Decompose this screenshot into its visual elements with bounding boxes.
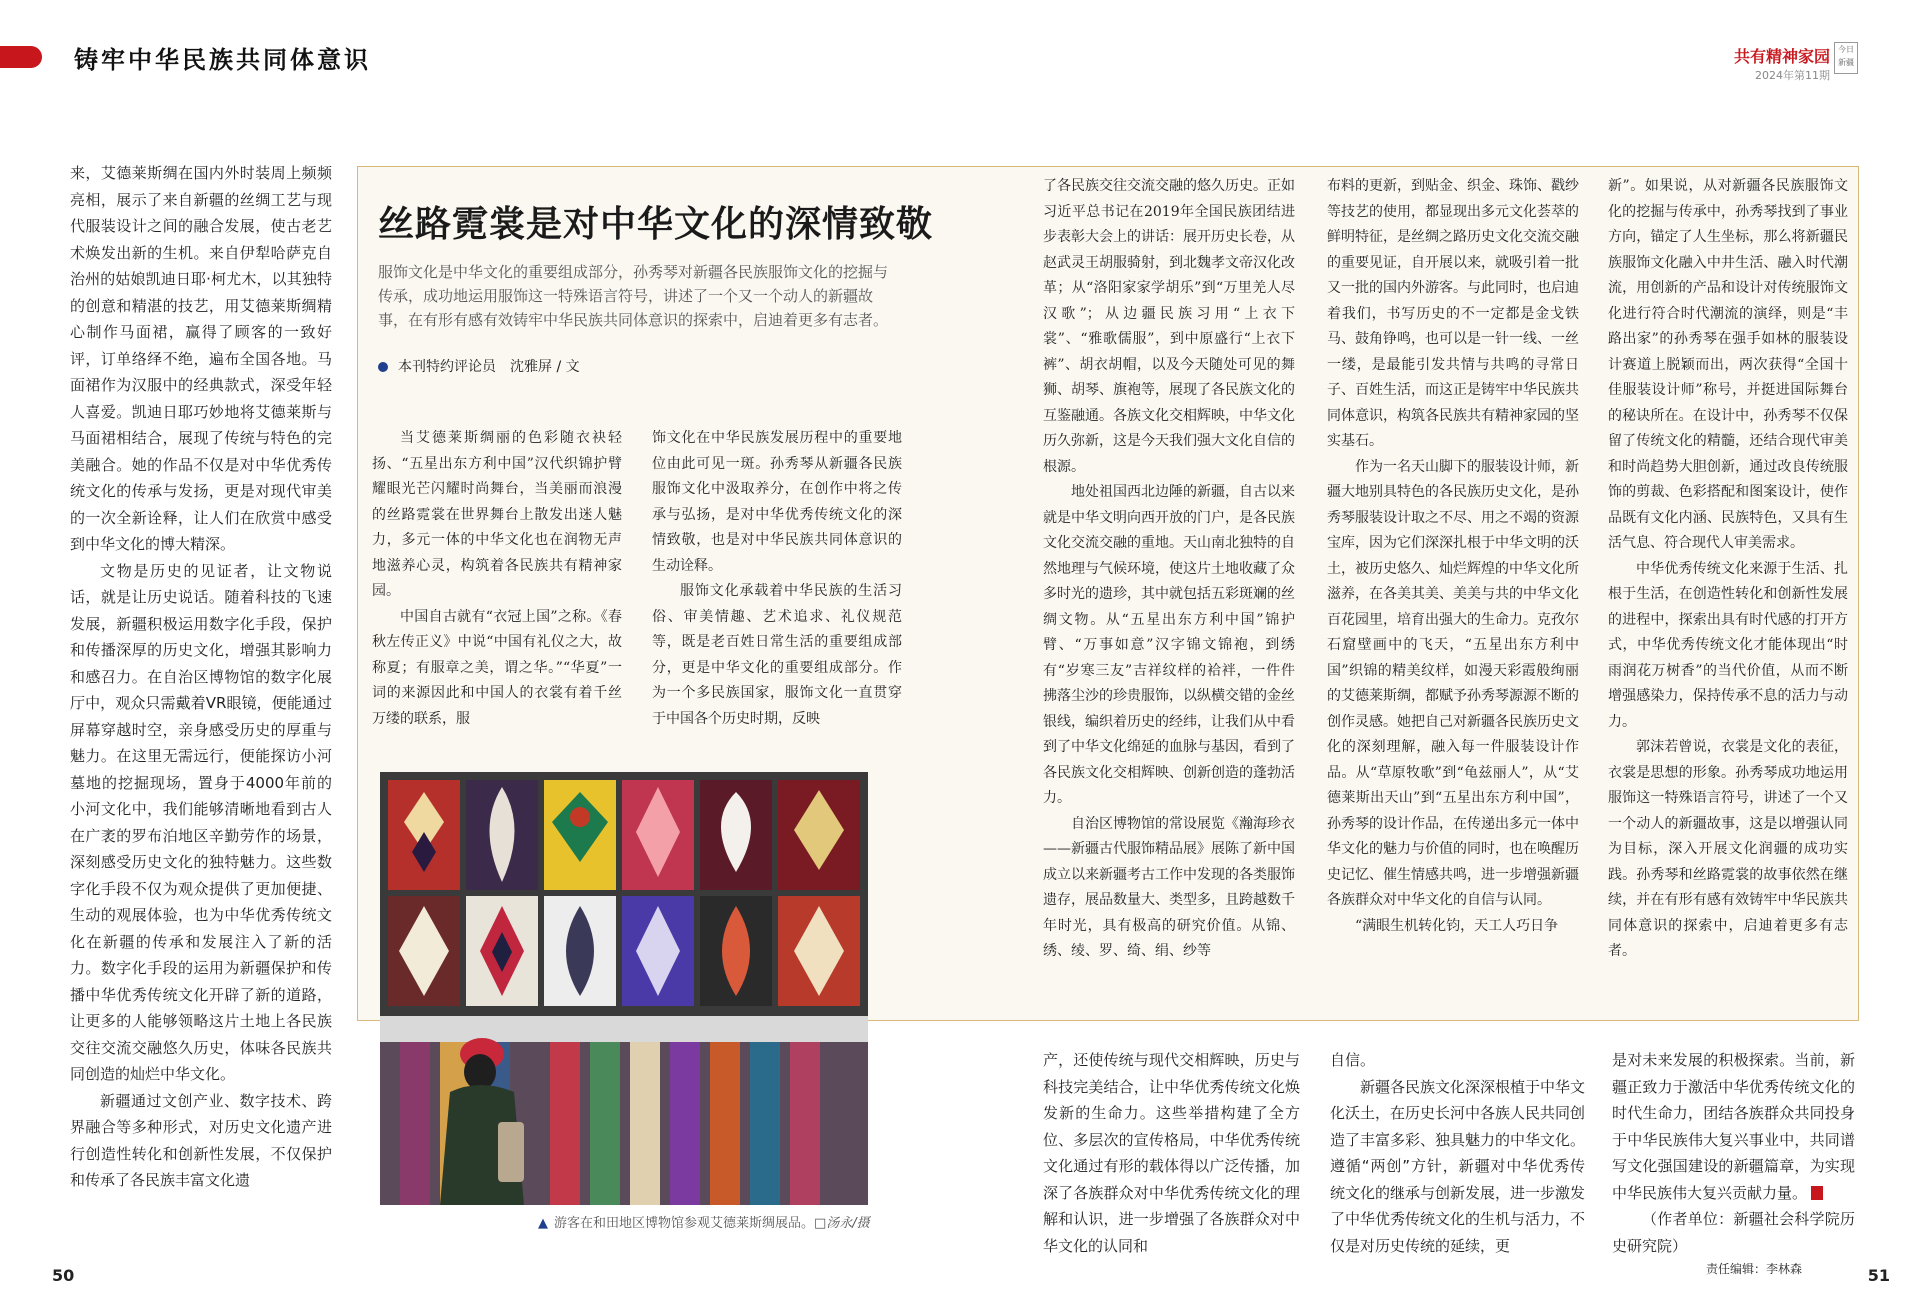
paragraph: 文物是历史的见证者，让文物说话，就是让历史说话。随着科技的飞速发展，新疆积极运用数字化手段，保护和传播深厚的历史文化，增强其影响力和感召力。在自治区博物馆的数字化展厅中，观众只需戴着VR眼镜，便能通过屏幕穿越时空，亲身感受历史的厚重与魅力。在这里无需远行，便能探访小河墓地的挖掘现场，置身于4000年前的小河文化中，我们能够清晰地看到古人在广袤的罗布泊地区辛勤劳作的场景，深刻感受历史文化的独特魅力。这些数字化手段不仅为观众提供了更加便捷、生动的观展体验，也为中华优秀传统文化在新疆的传承和发展注入了新的活力。数字化手段的运用为新疆保护和传播中华优秀传统文化开辟了新的道路，让更多的人能够领略这片土地上各民族交往交流交融悠久历史，体味各民族共同创造的灿烂中华文化。 [70, 561, 332, 1083]
paragraph: 来，艾德莱斯绸在国内外时装周上频频亮相，展示了来自新疆的丝绸工艺与现代服装设计之间的融合发展，使古老艺术焕发出新的生机。来自伊犁哈萨克自治州的姑娘凯迪日耶·柯尤木，以其独特的创意和精湛的技艺，用艾德莱斯绸精心制作马面裙，赢得了顾客的一致好评，订单络绎不绝，遍布全国各地。马面裙作为汉服中的经典款式，深受年轻人喜爱。凯迪日耶巧妙地将艾德莱斯与马面裙相结合，展现了传统与特色的完美融合。她的作品不仅是对中华优秀传统文化的传承与发扬，更是对现代审美的一次全新诠释，让人们在欣赏中感受到中华文化的博大精深。 [70, 164, 332, 553]
author-affiliation: （作者单位：新疆社会科学院历史研究院） [1612, 1210, 1855, 1255]
responsible-editor: 责任编辑：李林森 [1705, 1262, 1802, 1276]
bottom-column-1 [1043, 1047, 1300, 1259]
bottom-column-2 [1330, 1047, 1585, 1259]
magazine-brand [1734, 44, 1830, 83]
caption-triangle-icon: ▲ [538, 1216, 548, 1231]
magazine-badge: 今日新疆 [1834, 42, 1858, 74]
paragraph: 产，还使传统与现代交相辉映，历史与科技完美结合，让中华优秀传统文化焕发新的生命力。这些举措构建了全方位、多层次的宣传格局，中华优秀传统文化通过有形的载体得以广泛传播，加深了各族群众对中华优秀传统文化的理解和认识，进一步增强了各族群众对中华文化的认同和 [1043, 1051, 1300, 1255]
byline-text: 本刊特约评论员 沈雅屏 / 文 [398, 359, 580, 375]
paragraph: 新疆通过文创产业、数字技术、跨界融合等多种形式，对历史文化遗产进行创造性转化和创新性发展，不仅保护和传承了各民族丰富文化遗 [70, 1091, 332, 1189]
byline-dot-icon [378, 362, 388, 372]
paragraph: 饰文化在中华民族发展历程中的重要地位由此可见一斑。孙秀琴从新疆各民族服饰文化中汲取养分，在创作中将之传承与弘扬，是对中华优秀传统文化的深情致敬，也是对中华民族共同体意识的生动诠释。 [652, 430, 902, 574]
paragraph: 中华优秀传统文化来源于生活、扎根于生活，在创造性转化和创新性发展的进程中，探索出具有时代感的打开方式，中华优秀传统文化才能体现出“时雨润花万树香”的当代价值，从而不断增强感染力，保持传承不息的活力与动力。 [1608, 560, 1848, 730]
end-mark-icon [1811, 1186, 1823, 1200]
boxed-column-4 [1327, 174, 1579, 939]
left-text-column [70, 160, 332, 1194]
section-red-tab [0, 46, 42, 68]
paragraph [1612, 1047, 1855, 1206]
paragraph: 新疆各民族文化深深根植于中华文化沃土，在历史长河中各族人民共同创造了丰富多彩、独具魅力的中华文化。遵循“两创”方针，新疆对中华优秀传统文化的继承与创新发展，进一步激发了中华优秀传统文化的生机与活力，不仅是对历史传统的延续，更 [1330, 1077, 1586, 1255]
paragraph: 中国自古就有“衣冠上国”之称。《春秋左传正义》中说“中国有礼仪之大，故称夏；有服章之美，谓之华。”“华夏”一词的来源因此和中国人的衣裳有着千丝万缕的联系，服 [372, 608, 622, 727]
paragraph: “满眼生机转化钧，天工人巧日争 [1355, 917, 1559, 934]
boxed-article-lead: 服饰文化是中华文化的重要组成部分，孙秀琴对新疆各民族服饰文化的挖掘与传承，成功地运用服饰这一特殊语言符号，讲述了一个又一个动人的新疆故事，在有形有感有效铸牢中华民族共同体意识的探索中，启迪着更多有志者。 [378, 263, 889, 329]
paragraph: 作为一名天山脚下的服装设计师，新疆大地别具特色的各民族历史文化，是孙秀琴服装设计取之不尽、用之不竭的资源宝库，因为它们深深扎根于中华文明的沃土，被历史悠久、灿烂辉煌的中华文化所滋养，在各美其美、美美与共的中华文化百花园里，培育出强大的生命力。克孜尔石窟壁画中的飞天，“五星出东方利中国”织锦的精美纹样，如漫天彩霞般绚丽的艾德莱斯绸，都赋予孙秀琴源源不断的创作灵感。她把自己对新疆各民族历史文化的深刻理解，融入每一件服装设计作品。从“草原牧歌”到“龟兹丽人”，从“艾德莱斯出天山”到“五星出东方利中国”，孙秀琴的设计作品，在传递出多元一体中华文化的魅力与价值的同时，也在唤醒历史记忆、催生情感共鸣，进一步增强新疆各族群众对中华文化的自信与认同。 [1327, 458, 1579, 908]
paragraph: 郭沫若曾说，衣裳是文化的表征，衣裳是思想的形象。孙秀琴成功地运用服饰这一特殊语言符号，讲述了一个又一个动人的新疆故事，这是以增强认同为目标，深入开展文化润疆的成功实践。孙秀琴和丝路霓裳的故事依然在继续，并在有形有感有效铸牢中华民族共同体意识的探索中，启迪着更多有志者。 [1608, 739, 1848, 959]
paragraph: 自信。 [1330, 1051, 1376, 1069]
paragraph: 新”。如果说，从对新疆各民族服饰文化的挖掘与传承中，孙秀琴找到了事业方向，锚定了人生坐标，那么将新疆民族服饰文化融入中井生活、融入时代潮流，用创新的产品和设计对传统服饰文化进行符合时代潮流的演绎，则是“丰路出家”的孙秀琴在强手如林的服装设计赛道上脱颖而出，两次获得“全国十佳服装设计师”称号，并挺进国际舞台的秘诀所在。在设计中，孙秀琴不仅保留了传统文化的精髓，还结合现代审美和时尚趋势大胆创新，通过改良传统服饰的剪裁、色彩搭配和图案设计，使作品既有文化内涵、民族特色，又具有生活气息、符合现代人审美需求。 [1608, 178, 1848, 551]
page-number-left: 50 [52, 1266, 75, 1285]
boxed-article-title: 丝路霓裳是对中华文化的深情致敬 [378, 204, 934, 245]
section-title: 铸牢中华民族共同体意识 [74, 46, 371, 74]
museum-photo [380, 772, 868, 1205]
paragraph: 自治区博物馆的常设展览《瀚海珍衣——新疆古代服饰精品展》展陈了新中国成立以来新疆考古工作中发现的各类服饰遗存，展品数量大、类型多，且跨越数千年时光，具有极高的研究价值。从锦、绣、绫、罗、绮、绢、纱等 [1043, 815, 1295, 959]
boxed-column-5 [1608, 174, 1848, 965]
paragraph: 服饰文化承载着中华民族的生活习俗、审美情趣、艺术追求、礼仪规范等，既是老百姓日常生活的重要组成部分，更是中华文化的重要组成部分。作为一个多民族国家，服饰文化一直贯穿于中国各个历史时期，反映 [652, 583, 902, 727]
brand-name: 共有精神家园 [1733, 47, 1830, 66]
paragraph: 了各民族交往交流交融的悠久历史。正如习近平总书记在2019年全国民族团结进步表彰大会上的讲话：展开历史长卷，从赵武灵王胡服骑射，到北魏孝文帝汉化改革；从“洛阳家家学胡乐”到“万里羌人尽汉歌”；从边疆民族习用“上衣下裳”、“雅歌儒服”，到中原盛行“上衣下裤”、胡衣胡帽，以及今天随处可见的舞狮、胡琴、旗袍等，展现了各民族文化的互鉴融通。各族文化交相辉映，中华文化历久弥新，这是今天我们强大文化自信的根源。 [1043, 178, 1295, 475]
page-number-right: 51 [1867, 1266, 1890, 1285]
closing-text: 是对未来发展的积极探索。当前，新疆正致力于激活中华优秀传统文化的时代生命力，团结各族群众共同投身于中华民族伟大复兴事业中，共同谱写文化强国建设的新疆篇章，为实现中华民族伟大复兴贡献力量。 [1612, 1051, 1855, 1202]
photo-caption [538, 1212, 870, 1231]
caption-text: 游客在和田地区博物馆参观艾德莱斯绸展品。 [554, 1216, 815, 1231]
bottom-column-3 [1612, 1047, 1855, 1259]
ikat-textile-illustration [380, 772, 868, 1205]
photo-credit: □汤永/摄 [814, 1216, 870, 1231]
boxed-column-2 [652, 426, 902, 732]
paragraph: 地处祖国西北边陲的新疆，自古以来就是中华文明向西开放的门户，是各民族文化交流交融的重地。天山南北独特的自然地理与气候环境，使这片土地收藏了众多时光的遗珍，其中就包括五彩斑斓的丝绸文物。从“五星出东方利中国”锦护臂、“万事如意”汉字锦文锦袍，到绣有“岁寒三友”吉祥纹样的袷袢，一件件拂落尘沙的珍贵服饰，以纵横交错的金丝银线，编织着历史的经纬，让我们从中看到了中华文化绵延的血脉与基因，看到了各民族文化交相辉映、创新创造的蓬勃活力。 [1043, 484, 1295, 806]
paragraph: 当艾德莱斯绸丽的色彩随衣袂轻扬、“五星出东方利中国”汉代织锦护臂耀眼光芒闪耀时尚舞台，当美丽而浪漫的丝路霓裳在世界舞台上散发出迷人魅力，多元一体的中华文化也在润物无声地滋养心灵，构筑着各民族共有精神家园。 [372, 430, 622, 599]
paragraph: 布料的更新，到贴金、织金、珠饰、戳纱等技艺的使用，都显现出多元文化荟萃的鲜明特征，是丝绸之路历史文化交流交融的重要见证，自开展以来，就吸引着一批又一批的国内外游客。与此同时，也启迪着我们，书写历史的不一定都是金戈铁马、鼓角铮鸣，也可以是一针一线、一丝一缕，是最能引发共情与共鸣的寻常日子、百姓生活，而这正是铸牢中华民族共同体意识，构筑各民族共有精神家园的坚实基石。 [1327, 178, 1579, 449]
issue-number: 2024年第11期 [1755, 69, 1830, 82]
boxed-column-3 [1043, 174, 1295, 965]
boxed-article-byline [378, 356, 580, 376]
boxed-column-1 [372, 426, 622, 732]
